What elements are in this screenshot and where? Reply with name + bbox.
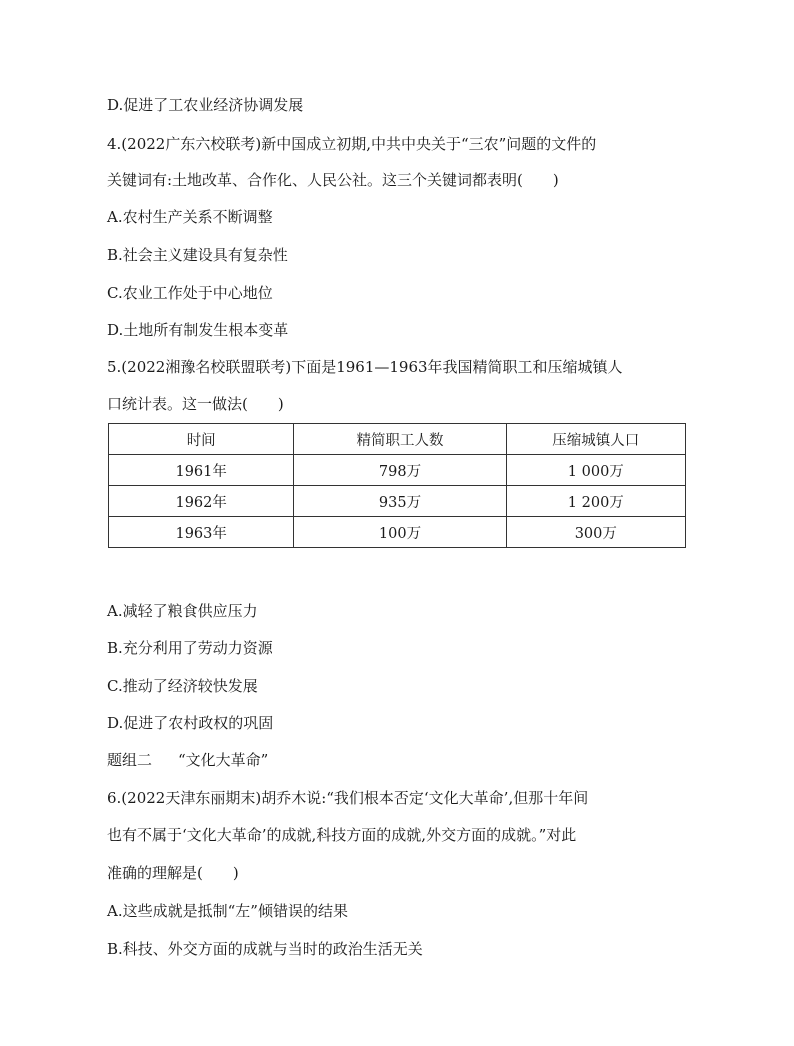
q6-option-a: A.这些成就是抵制“左”倾错误的结果 bbox=[107, 902, 348, 920]
q4-option-d: D.土地所有制发生根本变革 bbox=[107, 321, 289, 339]
q4-option-c: C.农业工作处于中心地位 bbox=[107, 284, 273, 302]
table-cell: 935万 bbox=[294, 486, 506, 517]
table-row bbox=[109, 486, 686, 517]
q4-option-a: A.农村生产关系不断调整 bbox=[107, 208, 273, 226]
table-row bbox=[109, 517, 686, 548]
table-header-row bbox=[109, 424, 686, 455]
q6-stem-line3: 准确的理解是( ) bbox=[107, 864, 239, 882]
q6-option-b: B.科技、外交方面的成就与当时的政治生活无关 bbox=[107, 940, 423, 958]
q5-option-c: C.推动了经济较快发展 bbox=[107, 677, 258, 695]
q5-option-b: B.充分利用了劳动力资源 bbox=[107, 639, 273, 657]
q6-stem-line2: 也有不属于‘文化大革命’的成就,科技方面的成就,外交方面的成就。”对此 bbox=[107, 826, 577, 844]
group-label: 题组二 bbox=[107, 751, 153, 769]
q4-option-b: B.社会主义建设具有复杂性 bbox=[107, 246, 288, 264]
q5-stem-line1: 5.(2022湘豫名校联盟联考)下面是1961—1963年我国精简职工和压缩城镇人 bbox=[107, 358, 623, 376]
q5-stem-line2: 口统计表。这一做法( ) bbox=[107, 395, 284, 413]
q4-stem-line2: 关键词有:土地改革、合作化、人民公社。这三个关键词都表明( ) bbox=[107, 171, 559, 189]
table-cell: 300万 bbox=[506, 517, 685, 548]
table-cell: 1962年 bbox=[109, 486, 294, 517]
table-header-cell: 压缩城镇人口 bbox=[506, 424, 685, 455]
table-cell: 1963年 bbox=[109, 517, 294, 548]
q5-option-a: A.减轻了粮食供应压力 bbox=[107, 602, 258, 620]
statistics-table bbox=[108, 423, 686, 548]
q6-stem-line1: 6.(2022天津东丽期末)胡乔木说:“我们根本否定‘文化大革命’,但那十年间 bbox=[107, 789, 589, 807]
table-header-cell: 精简职工人数 bbox=[294, 424, 506, 455]
table-cell: 1 200万 bbox=[506, 486, 685, 517]
table-cell: 798万 bbox=[294, 455, 506, 486]
table-header-cell: 时间 bbox=[109, 424, 294, 455]
q5-option-d: D.促进了农村政权的巩固 bbox=[107, 714, 274, 732]
group-heading bbox=[107, 750, 268, 770]
table-cell: 100万 bbox=[294, 517, 506, 548]
q4-stem-line1: 4.(2022广东六校联考)新中国成立初期,中共中央关于“三农”问题的文件的 bbox=[107, 135, 597, 153]
q3-option-d: D.促进了工农业经济协调发展 bbox=[107, 96, 304, 114]
group-title: “文化大革命” bbox=[178, 751, 269, 769]
table-row bbox=[109, 455, 686, 486]
table-cell: 1961年 bbox=[109, 455, 294, 486]
table-cell: 1 000万 bbox=[506, 455, 685, 486]
